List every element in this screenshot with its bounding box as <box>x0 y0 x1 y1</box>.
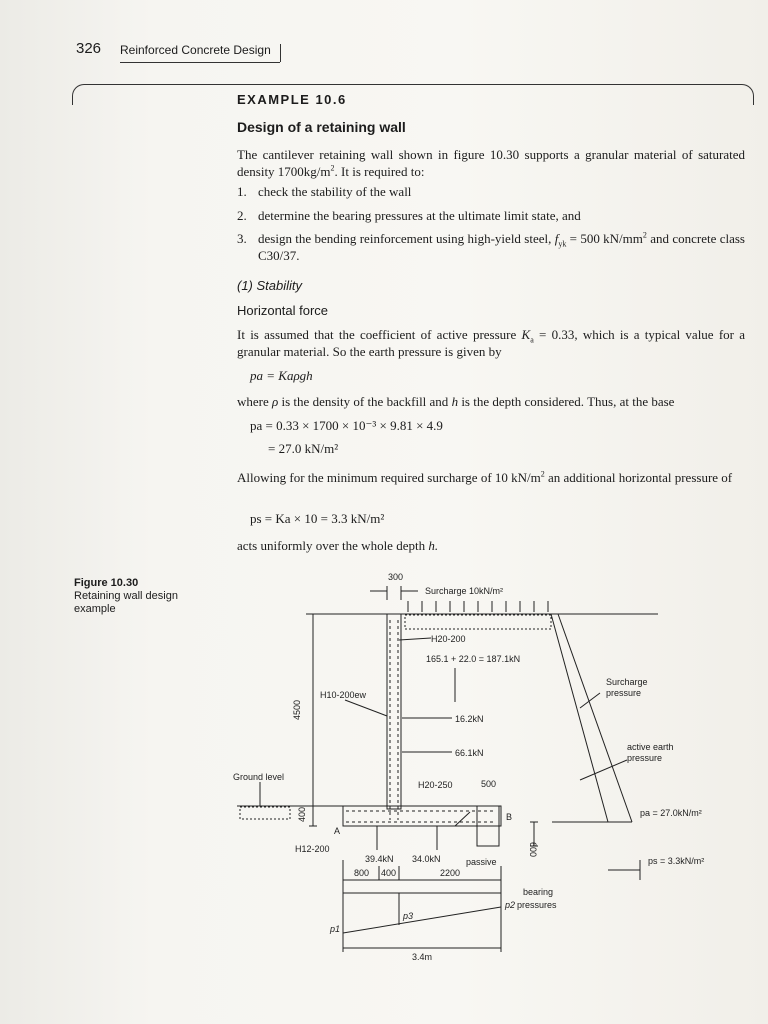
example-title: Design of a retaining wall <box>237 119 406 135</box>
wall-stem <box>387 614 401 809</box>
figure-caption-line: example <box>74 603 116 615</box>
toe-length-label: 800 <box>354 868 370 878</box>
paragraph: acts uniformly over the whole depth h. <box>237 538 439 553</box>
surcharge-pressure-label: Surcharge <box>606 677 648 687</box>
key-width-label: 500 <box>481 779 497 789</box>
example-label: EXAMPLE 10.6 <box>237 92 347 107</box>
paragraph: Allowing for the minimum required surcharge of 10 $kN/m^2$ an additional horizontal pressure of <box>237 469 733 485</box>
intro-paragraph: The cantilever retaining wall shown in figure 10.30 supports a granular material of saturated density $1700kg/m^2$. It is required to: <box>237 147 745 179</box>
p3-label: p3 <box>403 911 414 921</box>
rebar-h20-200-label: H20-200 <box>431 634 466 644</box>
bearing-label-2: pressures <box>517 900 557 910</box>
equation-base: pa = 0.33 × 1700 × 10⁻³ × 9.81 × 4.9 <box>250 418 443 433</box>
surcharge-pressure-label-2: pressure <box>606 688 642 698</box>
stem-width-label: 300 <box>388 572 404 582</box>
base-depth-label: 400 <box>297 806 307 822</box>
active-pressure-label-2: pressure <box>627 753 663 763</box>
base-length-label: 3.4m <box>412 952 433 962</box>
list-item-number: 2. <box>237 208 247 223</box>
bearing-label: bearing <box>523 887 554 897</box>
list-item-text: determine the bearing pressures at the ultimate limit state, and <box>258 208 581 223</box>
intro-text-a: The cantilever retaining wall shown in figure 10.30 supports a granular material of saturated density 1700kg/m <box>237 147 745 179</box>
weight-1-label: 39.4kN <box>365 854 394 864</box>
stem-base-label: 400 <box>381 868 397 878</box>
stem-load-label: 165.1 + 22.0 = 187.1kN <box>426 654 521 664</box>
page-number: 326 <box>76 40 102 57</box>
running-title: Reinforced Concrete Design <box>120 43 271 57</box>
equation-result: = 27.0 kN/m² <box>268 441 339 456</box>
surcharge-label: Surcharge 10kN/m² <box>425 586 504 596</box>
force-66-label: 66.1kN <box>455 748 484 758</box>
passive-label: passive <box>466 857 497 867</box>
height-label: 4500 <box>292 699 302 720</box>
pa-label: pa = 27.0kN/m² <box>640 808 702 818</box>
list-item-number: 3. <box>237 231 247 246</box>
force-16-label: 16.2kN <box>455 714 484 724</box>
weight-2-label: 34.0kN <box>412 854 441 864</box>
figure-caption-line: Retaining wall design <box>74 590 178 602</box>
point-b-label: B <box>506 812 513 822</box>
section-heading: (1) Stability <box>237 278 303 293</box>
heel-length-label: 2200 <box>440 868 461 878</box>
paragraph: where ρ is the density of the backfill and h is the depth considered. Thus, at the base <box>237 394 675 409</box>
list-item-text: check the stability of the wall <box>258 184 412 199</box>
paragraph: It is assumed that the coefficient of active pressure $K_a = 0.33$, which is a typical value for a granular material. So the earth pressure is given by <box>237 327 746 359</box>
rebar-h12-label: H12-200 <box>295 844 330 854</box>
p2-label: p2 <box>505 900 516 910</box>
subheading: Horizontal force <box>237 303 329 318</box>
rebar-h20-250-label: H20-250 <box>418 780 453 790</box>
intro-text-b: . It is required to: <box>334 164 425 179</box>
ps-label: ps = 3.3kN/m² <box>648 856 705 866</box>
equation-ps: ps = Ka × 10 = 3.3 kN/m² <box>250 511 385 526</box>
rebar-h10-label: H10-200ew <box>320 690 367 700</box>
ground-level-label: Ground level <box>233 772 285 782</box>
figure-number: Figure 10.30 <box>74 577 139 589</box>
active-pressure-label: active earth <box>627 742 674 752</box>
p1-label: p1 <box>330 924 341 934</box>
list-item-text: design the bending reinforcement using high-yield steel, $f_{yk} = 500$ $kN/mm^2$ and concrete class C30/37. <box>258 230 745 263</box>
equation-pa: pa = Kaρgh <box>250 368 313 383</box>
list-item-number: 1. <box>237 184 247 199</box>
key-depth-label: 600 <box>528 842 538 858</box>
point-a-label: A <box>334 826 341 836</box>
